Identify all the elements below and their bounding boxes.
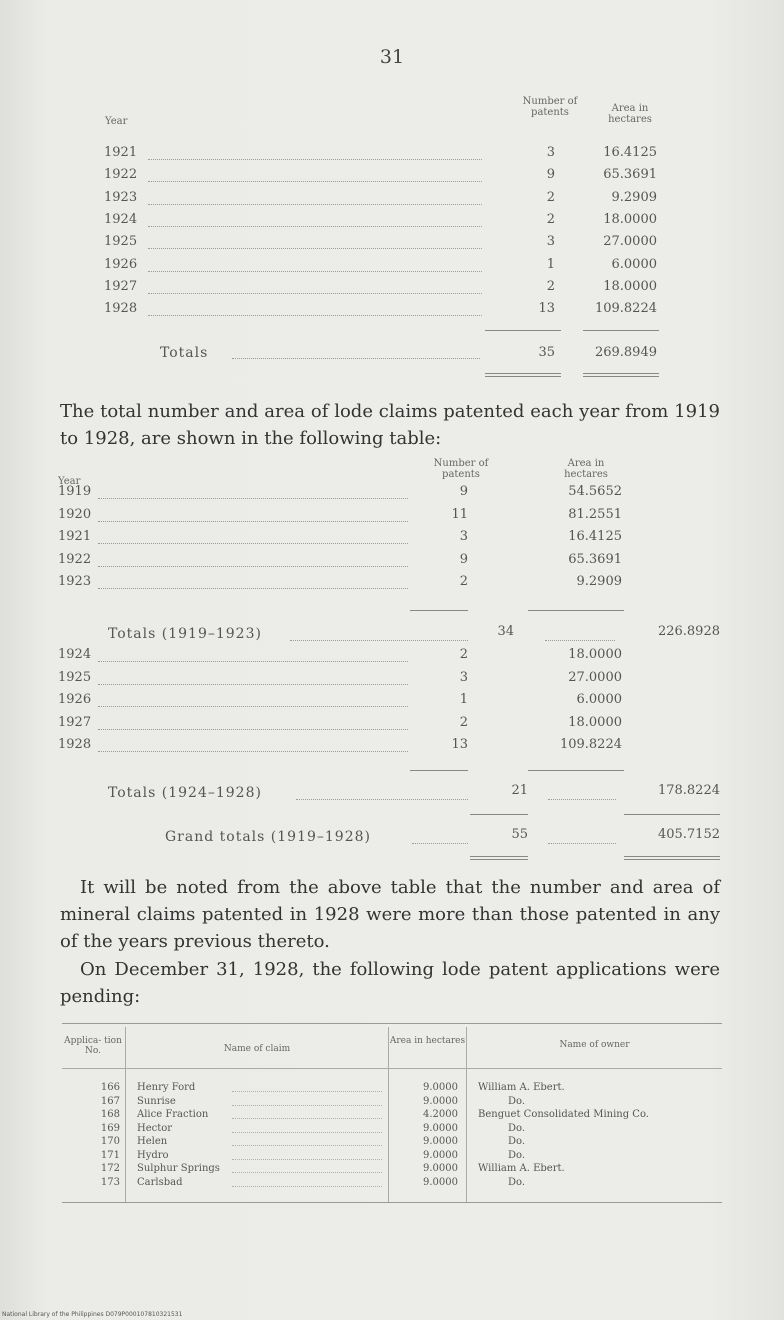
claim-area: 9.0000 xyxy=(423,1082,458,1093)
t1-row-num: 2 xyxy=(546,189,555,205)
claim-area: 9.0000 xyxy=(423,1122,458,1134)
t2-header-year: Year xyxy=(58,476,81,487)
t1-row-num: 1 xyxy=(546,256,555,272)
t2-grand-leader2 xyxy=(548,843,616,844)
claim-area: 9.0000 xyxy=(423,1163,458,1174)
claim-owner: Do. xyxy=(508,1149,526,1161)
t2-row-leader xyxy=(98,588,408,589)
t1-double-rule xyxy=(485,373,561,377)
claim-leader xyxy=(232,1159,382,1160)
t1-row-leader xyxy=(148,248,482,249)
t1-row-leader xyxy=(148,226,482,227)
t1-row-year: 1926 xyxy=(104,256,138,272)
t2-row-year: 1926 xyxy=(58,692,92,707)
t1-row-area: 9.2909 xyxy=(611,189,657,205)
t2-row-num: 2 xyxy=(459,714,468,730)
claim-name: Alice Fraction xyxy=(137,1109,209,1120)
t2-grand-area: 405.7152 xyxy=(657,827,720,842)
t1-row-num: 13 xyxy=(538,301,555,317)
t2-row-year: 1920 xyxy=(58,506,92,522)
t1-row-area: 27.0000 xyxy=(603,234,657,250)
t1-row-leader xyxy=(148,159,482,160)
t2-row-area: 81.2551 xyxy=(568,506,622,522)
claim-owner: Do. xyxy=(508,1122,526,1134)
claim-app-no: 166 xyxy=(100,1082,120,1093)
t2-double-rule xyxy=(624,856,720,860)
t1-rule xyxy=(485,330,561,331)
claim-app-no: 167 xyxy=(100,1095,120,1107)
t1-header-area: Area in hectares xyxy=(608,103,652,125)
claim-app-no: 169 xyxy=(100,1122,120,1134)
t2-row-num: 3 xyxy=(459,529,468,544)
claim-name: Henry Ford xyxy=(137,1082,196,1093)
t2-row-num: 3 xyxy=(459,669,468,685)
t2-header-num: Number of patents xyxy=(433,458,489,480)
claim-owner: Do. xyxy=(508,1095,526,1107)
t2-row-area: 9.2909 xyxy=(576,574,622,589)
t1-row-year: 1925 xyxy=(104,234,138,250)
t2-totals-b-leader2 xyxy=(548,799,616,800)
paragraph-pending: On December 31, 1928, the following lode patent applications were pending: xyxy=(60,959,720,1007)
t2-row-leader xyxy=(98,498,408,499)
t1-row-area: 65.3691 xyxy=(603,167,657,183)
t2-row-year: 1924 xyxy=(58,647,92,662)
t2-row-leader xyxy=(98,729,408,730)
t2-rule xyxy=(528,770,624,771)
claim-app-no: 170 xyxy=(100,1136,120,1147)
t2-row-area: 16.4125 xyxy=(568,529,622,544)
t2-rule xyxy=(470,814,528,815)
t2-rule xyxy=(410,610,468,611)
claim-owner: William A. Ebert. xyxy=(478,1163,565,1174)
t2-row-leader xyxy=(98,684,408,685)
t1-row-area: 6.0000 xyxy=(611,256,657,272)
t2-totals-a-leader xyxy=(290,640,468,641)
t2-row-leader xyxy=(98,521,408,522)
t2-double-rule xyxy=(470,856,528,860)
claims-col-rule xyxy=(466,1027,467,1202)
t1-row-area: 18.0000 xyxy=(603,278,657,294)
t1-row-num: 2 xyxy=(546,211,555,227)
claims-header-name: Name of claim xyxy=(223,1044,291,1054)
t2-row-area: 18.0000 xyxy=(568,647,622,662)
claim-leader xyxy=(232,1145,382,1146)
claim-name: Carlsbad xyxy=(137,1176,183,1188)
t1-row-area: 18.0000 xyxy=(603,211,657,227)
t2-row-year: 1922 xyxy=(58,551,92,567)
t1-rule xyxy=(583,330,659,331)
claim-leader xyxy=(232,1118,382,1119)
t1-totals-area: 269.8949 xyxy=(594,345,657,360)
t2-grand-num: 55 xyxy=(511,827,528,842)
footer-credit: National Library of the Philippines D079P000107810321531 xyxy=(2,1311,183,1318)
t2-row-leader xyxy=(98,661,408,662)
t1-row-year: 1927 xyxy=(104,278,138,294)
claim-app-no: 172 xyxy=(100,1163,120,1174)
t2-row-area: 54.5652 xyxy=(568,484,622,499)
claim-leader xyxy=(232,1132,382,1133)
t2-totals-b-num: 21 xyxy=(511,783,528,798)
t2-grand-leader xyxy=(412,843,468,844)
t2-row-num: 2 xyxy=(459,647,468,662)
t2-totals-a-area: 226.8928 xyxy=(657,624,720,639)
t2-row-year: 1925 xyxy=(58,669,92,685)
claims-col-rule xyxy=(388,1027,389,1202)
t1-row-leader xyxy=(148,204,482,205)
t2-row-num: 9 xyxy=(459,484,468,499)
t1-totals-label: Totals xyxy=(160,345,209,361)
claim-app-no: 173 xyxy=(100,1176,120,1188)
t2-totals-a-leader2 xyxy=(545,640,615,641)
t1-totals-leader xyxy=(232,358,480,359)
claim-leader xyxy=(232,1172,382,1173)
claims-header-owner: Name of owner xyxy=(559,1040,630,1050)
claim-name: Sulphur Springs xyxy=(137,1163,220,1174)
t2-row-num: 13 xyxy=(451,737,468,752)
t1-row-year: 1922 xyxy=(104,167,138,183)
t2-row-leader xyxy=(98,751,408,752)
t1-row-year: 1924 xyxy=(104,211,138,227)
t1-row-leader xyxy=(148,293,482,294)
t1-row-num: 9 xyxy=(546,167,555,183)
t2-row-year: 1928 xyxy=(58,737,92,752)
t2-totals-b-label: Totals (1924–1928) xyxy=(108,785,262,801)
claims-header-rule xyxy=(62,1068,722,1069)
claims-bottom-rule xyxy=(62,1202,722,1203)
t2-row-num: 1 xyxy=(459,692,468,707)
claim-owner: William A. Ebert. xyxy=(478,1082,565,1093)
claim-name: Hydro xyxy=(137,1149,169,1161)
claim-owner: Benguet Consolidated Mining Co. xyxy=(478,1109,649,1120)
t2-row-leader xyxy=(98,706,408,707)
claim-leader xyxy=(232,1091,382,1092)
t2-row-num: 9 xyxy=(459,551,468,567)
claim-area: 9.0000 xyxy=(423,1149,458,1161)
claims-header-app: Applica- tion No. xyxy=(64,1036,122,1056)
t1-row-year: 1923 xyxy=(104,189,138,205)
paragraph-noted: It will be noted from the above table that the number and area of mineral claims patented in 1928 were more than those patented in any of the years previous thereto. xyxy=(60,877,720,952)
t2-totals-b-area: 178.8224 xyxy=(657,783,720,798)
t2-rule xyxy=(528,610,624,611)
page-number: 31 xyxy=(379,46,405,68)
t1-row-area: 109.8224 xyxy=(594,301,657,317)
claim-leader xyxy=(232,1105,382,1106)
t1-row-area: 16.4125 xyxy=(603,145,657,160)
t2-row-year: 1923 xyxy=(58,574,92,589)
t1-header-num: Number of patents xyxy=(522,96,578,118)
t2-row-year: 1927 xyxy=(58,714,92,730)
claims-header-area: Area in hectares xyxy=(389,1036,466,1046)
claim-name: Helen xyxy=(137,1136,168,1147)
t1-row-year: 1921 xyxy=(104,145,138,160)
t2-rule xyxy=(624,814,720,815)
claim-owner: Do. xyxy=(508,1176,526,1188)
claim-name: Sunrise xyxy=(137,1095,176,1107)
t2-row-leader xyxy=(98,566,408,567)
t2-row-area: 6.0000 xyxy=(576,692,622,707)
claim-area: 9.0000 xyxy=(423,1136,458,1147)
paragraph-lode-claims: The total number and area of lode claims patented each year from 1919 to 1928, are shown in the following table: xyxy=(60,401,720,449)
t1-row-leader xyxy=(148,181,482,182)
claim-area: 9.0000 xyxy=(423,1095,458,1107)
t1-totals-num: 35 xyxy=(538,345,555,360)
t2-row-leader xyxy=(98,543,408,544)
claim-area: 4.2000 xyxy=(423,1109,458,1120)
t1-row-leader xyxy=(148,271,482,272)
t2-row-year: 1921 xyxy=(58,529,92,544)
t2-row-area: 18.0000 xyxy=(568,714,622,730)
claim-name: Hector xyxy=(137,1122,173,1134)
claim-app-no: 168 xyxy=(100,1109,120,1120)
t2-rule xyxy=(410,770,468,771)
t1-row-leader xyxy=(148,315,482,316)
t2-row-year: 1919 xyxy=(58,484,92,499)
claim-area: 9.0000 xyxy=(423,1176,458,1188)
t2-row-area: 65.3691 xyxy=(568,551,622,567)
claim-owner: Do. xyxy=(508,1136,526,1147)
t2-header-area: Area in hectares xyxy=(564,458,608,480)
t2-row-area: 109.8224 xyxy=(559,737,622,752)
t2-row-area: 27.0000 xyxy=(568,669,622,685)
t1-row-year: 1928 xyxy=(104,301,138,317)
t1-double-rule xyxy=(583,373,659,377)
t1-row-num: 3 xyxy=(546,234,555,250)
t2-totals-b-leader xyxy=(296,799,468,800)
t2-row-num: 11 xyxy=(451,506,468,522)
t2-totals-a-label: Totals (1919–1923) xyxy=(108,626,262,642)
claims-top-rule xyxy=(62,1023,722,1024)
t2-grand-label: Grand totals (1919–1928) xyxy=(165,829,371,845)
t1-row-num: 2 xyxy=(546,278,555,294)
t1-row-num: 3 xyxy=(546,145,555,160)
t2-totals-a-num: 34 xyxy=(497,624,514,639)
claim-leader xyxy=(232,1186,382,1187)
t1-header-year: Year xyxy=(105,116,128,127)
t2-row-num: 2 xyxy=(459,574,468,589)
claim-app-no: 171 xyxy=(100,1149,120,1161)
